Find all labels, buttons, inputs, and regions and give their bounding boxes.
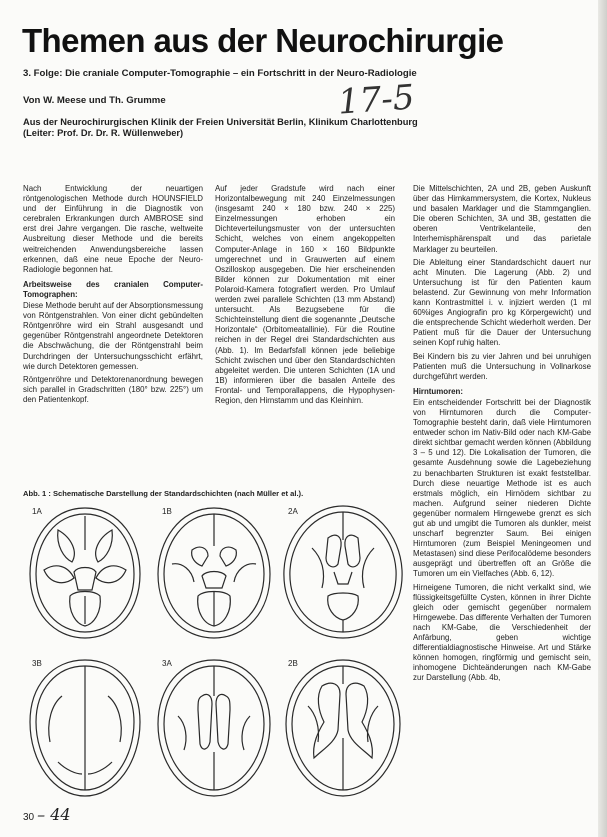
text-column-1 — [23, 184, 203, 484]
page-edge-shadow — [598, 0, 607, 837]
affiliation-line-1: Aus der Neurochirurgischen Klinik der Freien Universität Berlin, Klinikum Charlottenburg — [23, 117, 418, 127]
panel-label-2b: 2B — [288, 659, 298, 668]
section-heading: Arbeitsweise des cranialen Computer-Tomographen: — [23, 279, 203, 299]
panel-label-1b: 1B — [162, 507, 172, 516]
panel-3a-diagram — [158, 660, 270, 796]
panel-label-3b: 3B — [32, 659, 42, 668]
figure-caption: Abb. 1 : Schematische Darstellung der Standardschichten (nach Müller et al.). — [23, 489, 304, 498]
paragraph: Die Ableitung einer Standardschicht dauert nur acht Minuten. Die Lagerung (Abb. 2) und Untersuchung ist für den Patienten kaum belastend. Zur Gewinnung von mehr Information kann Kontrastmittel i. v. injiziert werden (1 ml 60%iges Angiografin pro kg Körpergewicht) und die entsprechende Schicht wiederholt werden. Der Patient muß für die Dauer der Untersuchung seinen Kopf ruhig halten. — [413, 257, 591, 348]
paragraph: Hirneigene Tumoren, die nicht verkalkt sind, wie flüssigkeitsgefüllte Cysten, können in ihrer Dichte gleich oder gemischt gegenüber normalem Hirngewebe. Das differente Verhalten der Tumoren nach KM-Gabe, die Verschiedenheit der Anfärbung, geben wichtige differentialdiagnostische Hinweise. Art und Stärke können homogen, ringförmig und gemischt sein, inhomogene Dichteänderungen nach KM-Gabe zur Darstellung (Abb. 4b, — [413, 582, 591, 683]
article-subtitle: 3. Folge: Die craniale Computer-Tomographie – ein Fortschritt in der Neuro-Radiologie — [23, 68, 417, 79]
handwritten-note: 17-5 — [336, 77, 416, 123]
paragraph: Die Mittelschichten, 2A und 2B, geben Auskunft über das Hirnkammersystem, die Kortex, Nukleus und basalen Marklager und die Stammganglien. Die oberen Schichten, 3A und 3B, gestatten die oberen Ventrikelanteile, den Interhemisphärenspalt und das parietale Marklager zu beurteilen. — [413, 184, 591, 254]
paragraph: Auf jeder Gradstufe wird nach einer Horizontalbewegung mit 240 Einzelmessungen (insgesamt 240 × 180 bzw. 240 × 225) Einzelmessungen erhoben ein Dichteverteilungsmuster von der untersuchten Schicht, welches von einem angekoppelten Computer-Anlage in 160 × 160 Bildpunkte umgerechnet und in Grauwerten auf einem Oszilloskop ausgegeben. Die hier erscheinenden Bilder können zur Dokumentation mit einer Polaroid-Kamera fotografiert werden. Pro Umlauf werden zwei parallele Schichten (13 mm Abstand) untersucht. Als Bezugsebene für die Schichteinstellung dient die sogenannte „Deutsche Horizontale“ (Orbitomeatallinie). Für die Routine reichen in der Regel drei Standardschichten aus (Abb. 1). Im Bedarfsfall können jede beliebige Schicht zwischen und über den Standardschichten abgeleitet werden. Die unteren Schichten (1A und 1B) informieren über die basalen Anteile des Frontal- und Temporallappens, die Hypophysen-Region, den Hirnstamm und das Kleinhirn. — [215, 184, 395, 405]
article-authors: Von W. Meese und Th. Grumme — [23, 95, 166, 106]
paragraph: Röntgenröhre und Detektorenanordnung bewegen sich parallel in Gradschritten (180° bzw. 225°) um den Patientenkopf. — [23, 374, 203, 404]
section-heading: Hirntumoren: — [413, 386, 463, 396]
printed-page-number: 30 — [23, 812, 35, 823]
affiliation-line-2: (Leiter: Prof. Dr. Dr. R. Wüllenweber) — [23, 128, 184, 138]
page-number — [23, 805, 71, 824]
panel-2b-diagram — [286, 660, 400, 796]
panel-2a-diagram — [284, 506, 402, 638]
paragraph: Diese Methode beruht auf der Absorptionsmessung von Röntgenstrahlen. Von einer dicht gebündelten Röntgenröhre wird ein Strahl ausgesandt und gegenüber Röntgenstrahl angeordnete Detektoren die Abschwächung, die der Röntgenstrahl beim Durchdringen der Untersuchungsschicht erfährt, wie durch Detektoren gemessen. — [23, 301, 203, 371]
paragraph: Bei Kindern bis zu vier Jahren und bei unruhigen Patienten muß die Untersuchung in Vollnarkose durchgeführt werden. — [413, 351, 591, 381]
panel-label-2a: 2A — [288, 507, 298, 516]
text-column-2 — [215, 184, 395, 484]
text-column-3 — [413, 184, 591, 826]
panel-label-3a: 3A — [162, 659, 172, 668]
handwritten-page-number: – 44 — [37, 805, 71, 824]
panel-3b-diagram — [30, 660, 140, 796]
paragraph: Ein entscheidender Fortschritt bei der Diagnostik von Hirntumoren durch die Computer-Tomographie besteht darin, daß viele Hirntumoren entweder schon im Nativ-Bild oder nach KM-Gabe direkt sichtbar gemacht werden können (Abbildung 3 – 5 und 12). Die Lokalisation der Tumoren, die gesamte Ausdehnung sowie die Lagebeziehung zu benachbarten Strukturen ist exakt feststellbar. Durch diese neuartige Methode ist es auch erstmals möglich, ein Hirnödem sichtbar zu machen. Aufgrund seiner niederen Dichte gegenüber normalem Hirngewebe grenzt es sich gut ab und umgibt die Tumoren als dunkler, meist unscharf begrenzter Saum. Bei einigen Hirntumoren (zum Beispiel Meningeomen und Metastasen) sind diese Perifocalödeme besonders ausgeprägt und übertreffen oft an Größe die Tumoren um ein Vielfaches (Abb. 6, 12). — [413, 397, 591, 579]
panel-1b-diagram — [158, 508, 270, 638]
article-title: Themen aus der Neurochirurgie — [22, 22, 504, 59]
article-affiliation — [23, 117, 418, 139]
panel-label-1a: 1A — [32, 507, 42, 516]
panel-1a-diagram — [30, 508, 140, 638]
figure-brain-slices — [22, 500, 405, 803]
paragraph: Nach Entwicklung der neuartigen röntgenologischen Methode durch HOUNSFIELD und der Einführung in die Diagnostik von cerebralen Erkrankungen durch AMBROSE sind erst drei Jahre vergangen. Die rasche, weltweite Ausbreitung dieser Methode und die bereits weitreichenden Anwendungsbereiche lassen erkennen, daß eine neue Epoche der Neuro-Radiologie begonnen hat. — [23, 184, 203, 274]
